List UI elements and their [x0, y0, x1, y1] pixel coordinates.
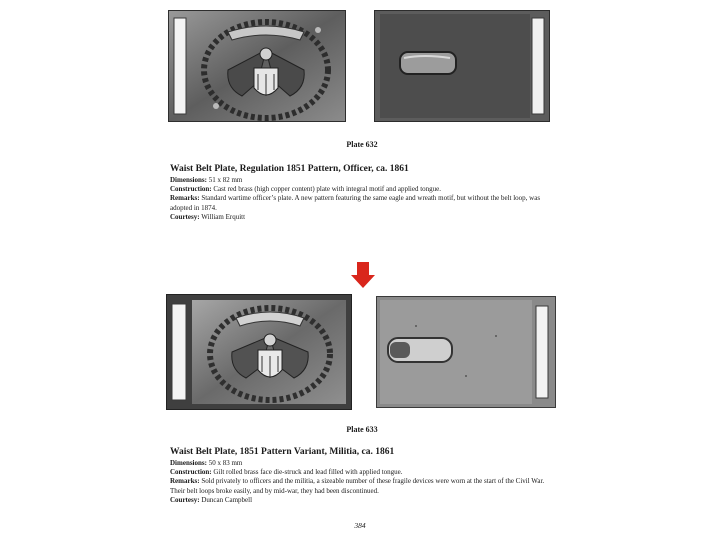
plate-632-front-photo: [168, 10, 346, 122]
plate-633-dimensions: Dimensions: 50 x 83 mm: [170, 459, 243, 467]
plate-633-remarks: Remarks: Sold privately to officers and the militia, a sizeable number of these fragile devices were worn at the start of the Civil War. Their belt loops broke easily, and by mid-war, they had been discontinued.: [170, 477, 545, 495]
plate-633-title: Waist Belt Plate, 1851 Pattern Variant, Militia, ca. 1861: [170, 447, 395, 457]
plate-633-back-photo: [376, 296, 556, 408]
belt-plate-back-image: [374, 10, 550, 122]
belt-plate-eagle-front-image: [166, 294, 352, 410]
plate-633-courtesy: Courtesy: Duncan Campbell: [170, 495, 253, 504]
plate-632-construction: Construction: Cast red brass (high copper content) plate with integral motif and applied tongue.: [170, 185, 442, 194]
plate-633-entry: [170, 446, 555, 505]
plate-632-label: Plate 632: [346, 140, 378, 149]
plate-632-dimensions: Dimensions: 51 x 82 mm: [170, 176, 243, 184]
belt-plate-back-image: [376, 296, 556, 408]
plate-632-title: Waist Belt Plate, Regulation 1851 Pattern, Officer, ca. 1861: [170, 164, 409, 174]
belt-plate-eagle-front-image: [168, 10, 346, 122]
plate-632-back-photo: [374, 10, 550, 122]
down-arrow-icon: [351, 262, 375, 293]
plate-633-front-photo: [166, 294, 352, 410]
plate-633-label: Plate 633: [346, 425, 378, 434]
plate-632-remarks: Remarks: Standard wartime officer’s plate. A new pattern featuring the same eagle and wreath motif, but without the belt loop, was adopted in 1874.: [170, 194, 541, 212]
plate-632-entry: [170, 163, 555, 222]
page-number: 384: [354, 521, 366, 530]
plate-632-courtesy: Courtesy: William Erquitt: [170, 212, 246, 221]
plate-633-construction: Construction: Gilt rolled brass face die-struck and lead filled with applied tongue.: [170, 468, 403, 477]
